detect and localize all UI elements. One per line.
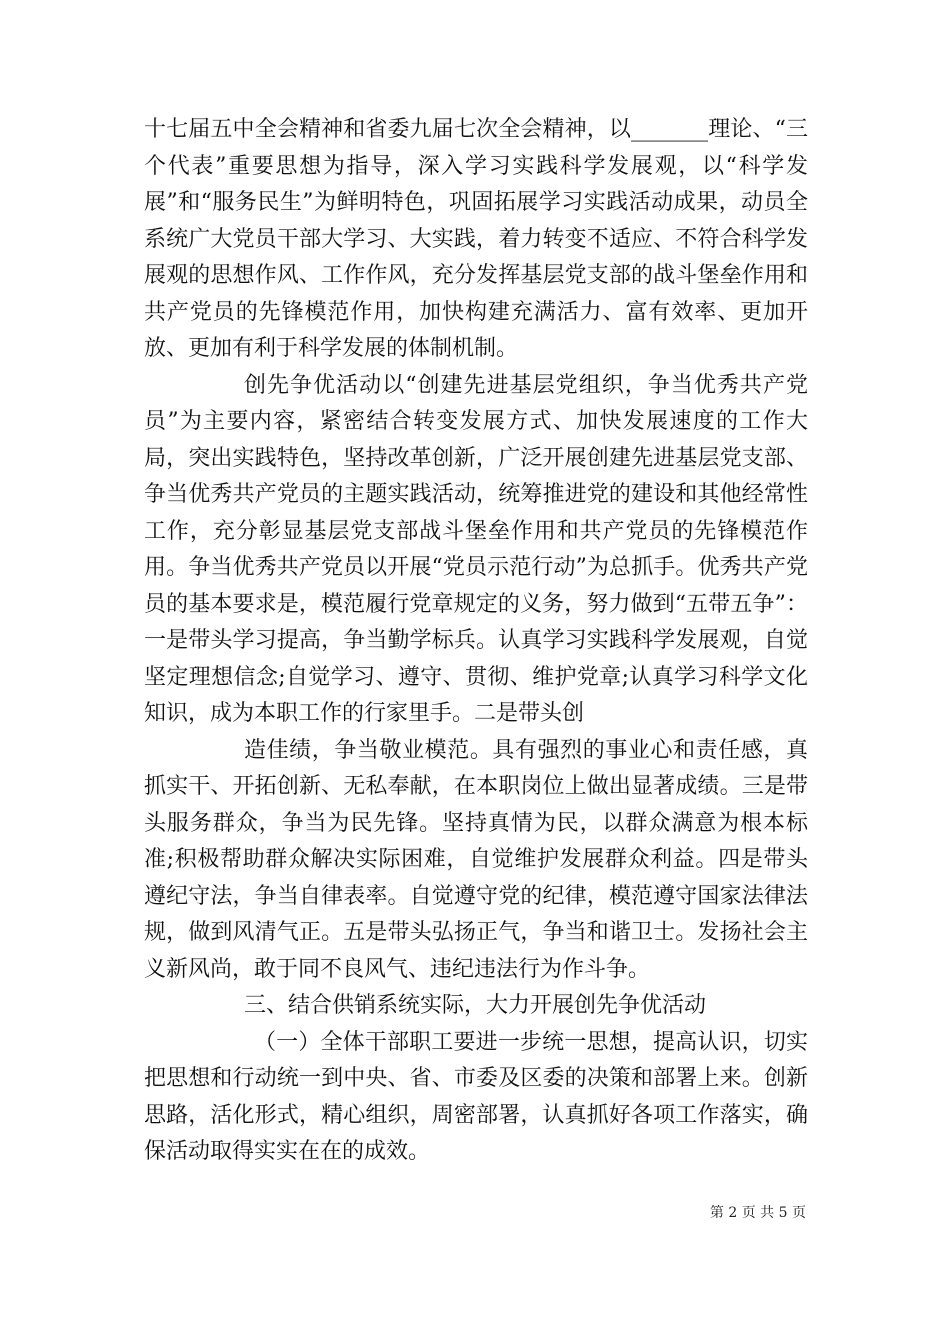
- paragraph-activity-content: 创先争优活动以“创建先进基层党组织，争当优秀共产党员”为主要内容，紧密结合转变发展方式、加快发展速度的工作大局，突出实践特色，坚持改革创新，广泛开展创建先进基层党支部、争当优秀共产党员的主题实践活动，统筹推进党的建设和其他经常性工作，充分彰显基层党支部战斗堡垒作用和共产党员的先锋模范作用。争当优秀共产党员以开展“党员示范行动”为总抓手。优秀共产党员的基本要求是，模范履行党章规定的义务，努力做到“五带五争”：一是带头学习提高，争当勤学标兵。认真学习实践科学发展观，自觉坚定理想信念;自觉学习、遵守、贯彻、维护党章;认真学习科学文化知识，成为本职工作的行家里手。二是带头创: [144, 372, 808, 726]
- document-body: [144, 112, 808, 1171]
- section-heading-three: 三、结合供销系统实际，大力开展创先争优活动: [244, 993, 707, 1018]
- page-number-footer: 第 2 页 共 5 页: [709, 1205, 806, 1221]
- paragraph-guiding-ideology: 十七届五中全会精神和省委九届七次全会精神，以_______理论、“三个代表”重要思想为指导，深入学习实践科学发展观，以“科学发展”和“服务民生”为鲜明特色，巩固拓展学习实践活动成果，动员全系统广大党员干部大学习、大实践，着力转变不适应、不符合科学发展观的思想作风、工作作风，充分发挥基层党支部的战斗堡垒作用和共产党员的先锋模范作用，加快构建充满活力、富有效率、更加开放、更加有利于科学发展的体制机制。: [144, 117, 808, 361]
- paragraph-five-requirements: 造佳绩，争当敬业模范。具有强烈的事业心和责任感，真抓实干、开拓创新、无私奉献，在本职岗位上做出显著成绩。三是带头服务群众，争当为民先锋。坚持真情为民，以群众满意为根本标准;积极帮助群众解决实际困难，自觉维护发展群众利益。四是带头遵纪守法，争当自律表率。自觉遵守党的纪律，模范遵守国家法律法规，做到风清气正。五是带头弘扬正气，争当和谐卫士。发扬社会主义新风尚，敢于同不良风气、违纪违法行为作斗争。: [144, 737, 808, 982]
- paragraph-subsection-one: （一）全体干部职工要进一步统一思想，提高认识，切实把思想和行动统一到中央、省、市委及区委的决策和部署上来。创新思路，活化形式，精心组织，周密部署，认真抓好各项工作落实，确保活动取得实实在在的成效。: [144, 1029, 808, 1164]
